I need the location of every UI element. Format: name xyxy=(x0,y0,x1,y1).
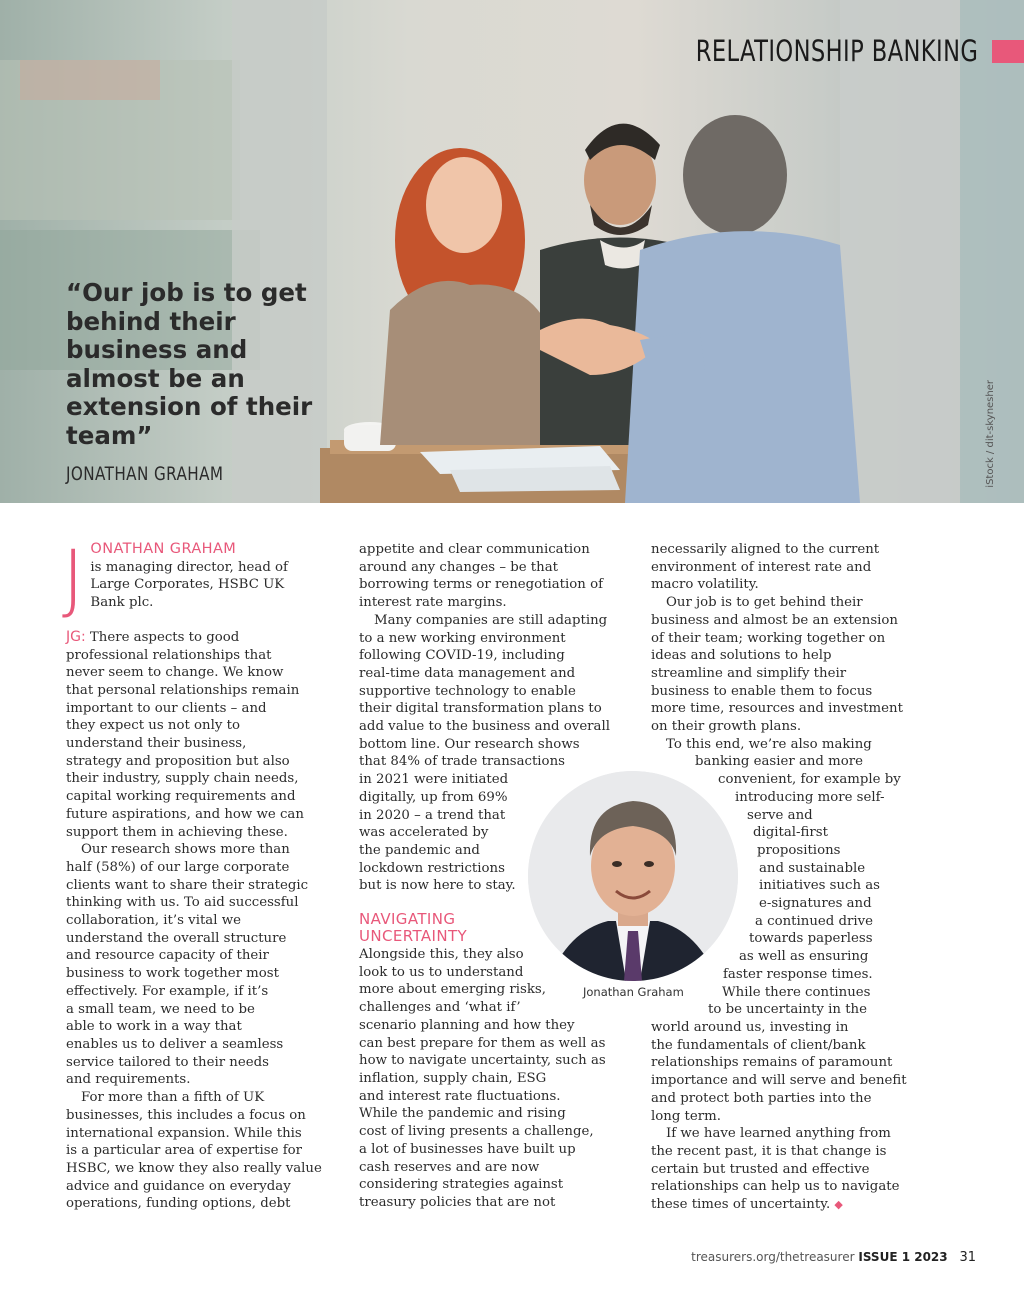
photo-credit: iStock / dit-skynesher xyxy=(985,380,996,488)
text-line: that 84% of trade transactions xyxy=(359,754,565,770)
text-line: challenges and ‘what if’ xyxy=(359,1000,521,1016)
text-line: as well as ensuring xyxy=(739,949,869,965)
text-line: lockdown restrictions xyxy=(359,860,505,876)
text-line: in 2021 were initiated xyxy=(359,772,509,788)
paragraph xyxy=(651,594,901,736)
text-line: clients want to share their strategic xyxy=(66,877,309,893)
section-title: RELATIONSHIP BANKING xyxy=(695,34,978,68)
text-line: environment of interest rate and xyxy=(651,559,872,575)
footer-issue: ISSUE 1 2023 xyxy=(858,1250,948,1264)
text-line: faster response times. xyxy=(723,966,873,982)
text-line: understand their business, xyxy=(66,736,247,752)
text-line: macro volatility. xyxy=(651,577,759,593)
text-line: bottom line. Our research shows xyxy=(359,736,580,752)
text-line: around any changes – be that xyxy=(359,559,558,575)
paragraph xyxy=(359,946,611,1212)
text-line: and protect both parties into the xyxy=(651,1090,872,1106)
subheading-line: UNCERTAINTY xyxy=(359,927,468,946)
text-line: enables us to deliver a seamless xyxy=(66,1036,284,1052)
pull-quote: “Our job is to get behind their business and almost be an extension of their team” xyxy=(66,278,313,450)
text-line: considering strategies against xyxy=(359,1177,564,1193)
text-line: appetite and clear communication xyxy=(359,542,590,557)
hero-photo xyxy=(0,0,1024,503)
text-line: business to work together most xyxy=(66,966,279,982)
text-line: convenient, for example by xyxy=(718,772,901,788)
text-line: collaboration, it’s vital we xyxy=(66,913,241,929)
pull-quote-attribution: JONATHAN GRAHAM xyxy=(66,463,224,485)
text-line: the fundamentals of client/bank xyxy=(651,1037,866,1053)
text-line: scenario planning and how they xyxy=(359,1017,575,1033)
text-line: There aspects to good xyxy=(85,629,240,645)
text-line: look to us to understand xyxy=(359,964,524,980)
drop-cap: J xyxy=(62,533,85,622)
text-line: initiatives such as xyxy=(759,878,880,894)
text-line: and sustainable xyxy=(759,860,866,876)
text-line: on their growth plans. xyxy=(651,719,802,735)
portrait-photo xyxy=(528,771,738,981)
text-line: business and almost be an extension xyxy=(651,612,898,628)
footer-url: treasurers.org/thetreasurer xyxy=(691,1250,855,1264)
text-line: borrowing terms or renegotiation of xyxy=(359,577,604,593)
text-line: was accelerated by xyxy=(359,825,489,841)
text-line: towards paperless xyxy=(749,931,873,947)
text-line: never seem to change. We know xyxy=(66,665,284,681)
text-line: important to our clients – and xyxy=(66,700,267,716)
text-line: Our job is to get behind their xyxy=(666,595,863,611)
paragraph xyxy=(651,1125,901,1214)
text-line: is a particular area of expertise for xyxy=(66,1143,302,1159)
paragraph xyxy=(66,841,312,1089)
text-line: their industry, supply chain needs, xyxy=(66,771,299,787)
page-footer xyxy=(691,1250,976,1265)
text-line: their digital transformation plans to xyxy=(359,701,602,717)
text-line: e-signatures and xyxy=(759,896,872,912)
text-line: long term. xyxy=(651,1108,721,1124)
subheading-line: NAVIGATING xyxy=(359,910,456,929)
text-line: more about emerging risks, xyxy=(359,982,546,998)
text-line: and requirements. xyxy=(66,1072,191,1088)
section-accent-bar xyxy=(992,40,1024,63)
text-line: importance and will serve and benefit xyxy=(651,1073,907,1089)
page-number: 31 xyxy=(959,1250,976,1265)
text-line: necessarily aligned to the current xyxy=(651,542,880,557)
text-line: If we have learned anything from xyxy=(666,1126,891,1142)
text-line: relationships remains of paramount xyxy=(651,1055,893,1071)
text-line: to a new working environment xyxy=(359,630,566,646)
text-line: capital working requirements and xyxy=(66,789,296,805)
text-line: more time, resources and investment xyxy=(651,701,903,717)
text-line: To this end, we’re also making xyxy=(666,736,872,752)
intro-line: Large Corporates, HSBC UK xyxy=(90,577,285,593)
text-line: streamline and simplify their xyxy=(651,665,847,681)
text-line: half (58%) of our large corporate xyxy=(66,859,290,875)
portrait-caption: Jonathan Graham xyxy=(583,985,684,999)
text-line: While there continues xyxy=(722,984,871,1000)
text-line: future aspirations, and how we can xyxy=(66,806,304,822)
text-line: For more than a fifth of UK xyxy=(81,1090,265,1106)
text-line: interest rate margins. xyxy=(359,595,507,611)
text-line: digital-first xyxy=(753,825,828,841)
text-line: following COVID-19, including xyxy=(359,648,565,664)
text-line: professional relationships that xyxy=(66,647,272,663)
text-line: these times of uncertainty. xyxy=(651,1197,831,1213)
text-line: in 2020 – a trend that xyxy=(359,807,506,823)
text-line: treasury policies that are not xyxy=(359,1194,556,1210)
text-line: effectively. For example, if it’s xyxy=(66,983,269,999)
text-line: support them in achieving these. xyxy=(66,824,288,840)
text-line: a continued drive xyxy=(755,913,874,929)
text-line: business to enable them to focus xyxy=(651,683,873,699)
text-line: how to navigate uncertainty, such as xyxy=(359,1053,606,1069)
text-line: inflation, supply chain, ESG xyxy=(359,1070,547,1086)
text-line: able to work in a way that xyxy=(66,1019,242,1035)
text-line: HSBC, we know they also really value xyxy=(66,1160,322,1176)
text-line: world around us, investing in xyxy=(651,1019,849,1035)
text-line: but is now here to stay. xyxy=(359,878,516,894)
text-line: the pandemic and xyxy=(359,842,480,858)
text-line: relationships can help us to navigate xyxy=(651,1179,900,1195)
paragraph xyxy=(651,541,901,594)
text-line: advice and guidance on everyday xyxy=(66,1178,291,1194)
text-line: thinking with us. To aid successful xyxy=(66,895,299,911)
speaker-tag: JG: xyxy=(66,628,86,645)
paragraph xyxy=(66,1089,322,1213)
intro-paragraph xyxy=(62,533,312,622)
text-line: understand the overall structure xyxy=(66,930,287,946)
text-line: digitally, up from 69% xyxy=(359,789,508,805)
text-line: Alongside this, they also xyxy=(359,947,524,963)
text-line: service tailored to their needs xyxy=(66,1054,269,1070)
text-line: to be uncertainty in the xyxy=(708,1002,867,1018)
text-line: that personal relationships remain xyxy=(66,682,300,698)
text-line: and resource capacity of their xyxy=(66,948,269,964)
text-line: can best prepare for them as well as xyxy=(359,1035,606,1051)
text-line: of their team; working together on xyxy=(651,630,886,646)
text-line: cash reserves and are now xyxy=(359,1159,540,1175)
text-line: operations, funding options, debt xyxy=(66,1196,291,1212)
paragraph xyxy=(651,984,907,1126)
intro-name: ONATHAN GRAHAM xyxy=(90,541,237,557)
text-line: Our research shows more than xyxy=(81,842,290,858)
text-line: real-time data management and xyxy=(359,665,576,681)
text-line: a small team, we need to be xyxy=(66,1001,255,1017)
intro-line: is managing director, head of xyxy=(90,559,288,575)
column-1 xyxy=(62,533,322,1213)
paragraph xyxy=(359,541,611,612)
text-line: and interest rate fluctuations. xyxy=(359,1088,561,1104)
text-line: cost of living presents a challenge, xyxy=(359,1124,594,1140)
text-line: businesses, this includes a focus on xyxy=(66,1107,306,1123)
text-line: add value to the business and overall xyxy=(359,719,610,735)
text-line: ideas and solutions to help xyxy=(651,648,832,664)
text-line: While the pandemic and rising xyxy=(359,1106,566,1122)
text-line: certain but trusted and effective xyxy=(651,1161,870,1177)
text-line: banking easier and more xyxy=(695,754,864,770)
text-line: Many companies are still adapting xyxy=(374,612,608,628)
text-line: propositions xyxy=(757,842,841,858)
portrait-illustration xyxy=(528,771,738,981)
text-line: they expect us not only to xyxy=(66,718,240,734)
text-line: serve and xyxy=(747,807,813,823)
paragraph xyxy=(66,629,312,841)
text-line: introducing more self- xyxy=(735,789,885,805)
text-line: the recent past, it is that change is xyxy=(651,1143,887,1159)
text-line: international expansion. While this xyxy=(66,1125,302,1141)
text-line: supportive technology to enable xyxy=(359,683,576,699)
intro-line: Bank plc. xyxy=(90,595,154,611)
end-mark-icon: ◆ xyxy=(834,1198,843,1212)
text-line: strategy and proposition but also xyxy=(66,753,290,769)
text-line: a lot of businesses have built up xyxy=(359,1141,576,1157)
